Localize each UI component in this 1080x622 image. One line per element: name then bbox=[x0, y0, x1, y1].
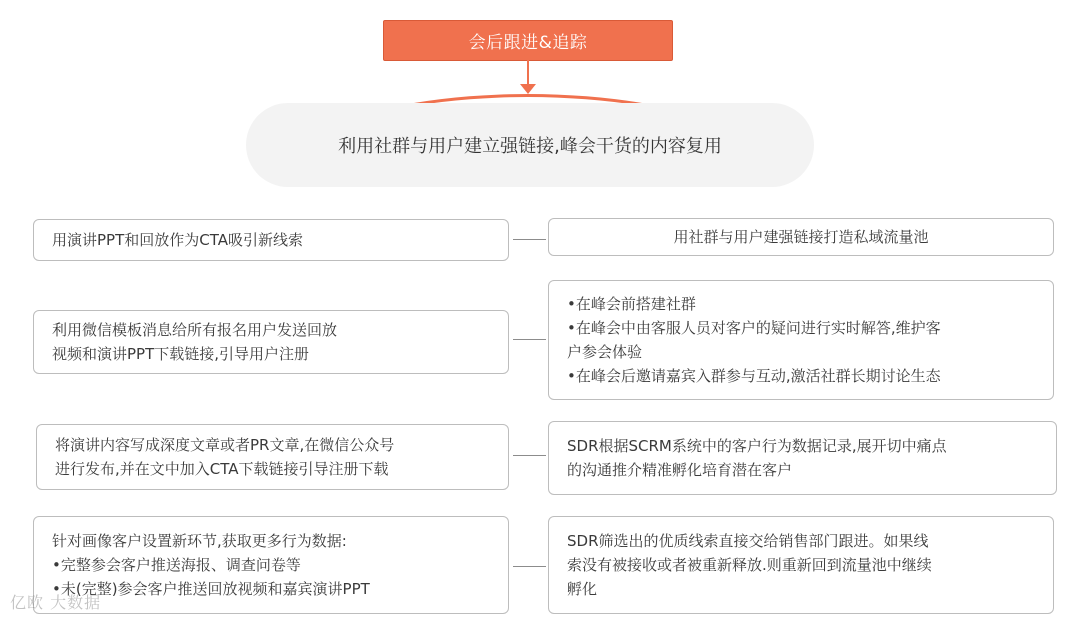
title-text: 会后跟进&追踪 bbox=[468, 33, 588, 53]
right-box-2-line-3: 户参会体验 bbox=[567, 343, 643, 361]
right-box-4-line-3: 孵化 bbox=[567, 580, 598, 598]
left-box-3-line-2: 进行发布,并在文中加入CTA下载链接引导注册下载 bbox=[55, 460, 389, 478]
right-box-2-line-1: •在峰会前搭建社群 bbox=[567, 295, 696, 313]
left-box-4-line-1: 针对画像客户设置新环节,获取更多行为数据: bbox=[52, 532, 347, 550]
connector-2 bbox=[513, 339, 546, 340]
left-box-1 bbox=[33, 219, 509, 261]
connector-3 bbox=[513, 455, 546, 456]
right-box-1 bbox=[548, 218, 1054, 256]
watermark: 亿欧 大数据 bbox=[10, 593, 102, 612]
left-box-4-line-2: •完整参会客户推送海报、调查问卷等 bbox=[52, 556, 301, 574]
right-box-4 bbox=[548, 516, 1054, 614]
connector-1 bbox=[513, 239, 546, 240]
left-box-3 bbox=[36, 424, 509, 490]
right-box-2-line-2: •在峰会中由客服人员对客户的疑问进行实时解答,维护客 bbox=[567, 319, 941, 337]
right-box-3-line-1: SDR根据SCRM系统中的客户行为数据记录,展开切中痛点 bbox=[567, 437, 947, 455]
left-box-3-line-1: 将演讲内容写成深度文章或者PR文章,在微信公众号 bbox=[55, 436, 395, 454]
right-box-4-line-2: 索没有被接收或者被重新释放.则重新回到流量池中继续 bbox=[567, 556, 932, 574]
right-box-2-line-4: •在峰会后邀请嘉宾入群参与互动,激活社群长期讨论生态 bbox=[567, 367, 941, 385]
left-box-4 bbox=[33, 516, 509, 614]
left-box-4-line-3: •未(完整)参会客户推送回放视频和嘉宾演讲PPT bbox=[52, 580, 370, 598]
left-box-2 bbox=[33, 310, 509, 374]
left-box-1-line-1: 用演讲PPT和回放作为CTA吸引新线索 bbox=[52, 231, 303, 249]
left-box-2-line-2: 视频和演讲PPT下载链接,引导用户注册 bbox=[52, 345, 310, 363]
subtitle-box bbox=[246, 103, 814, 187]
right-box-3 bbox=[548, 421, 1057, 495]
right-box-3-line-2: 的沟通推介精准孵化培育潜在客户 bbox=[567, 461, 793, 479]
right-box-4-line-1: SDR筛选出的优质线索直接交给销售部门跟进。如果线 bbox=[567, 532, 929, 550]
left-box-2-line-1: 利用微信模板消息给所有报名用户发送回放 bbox=[52, 321, 338, 339]
right-box-1-line-1: 用社群与用户建强链接打造私域流量池 bbox=[673, 228, 929, 246]
down-arrow-icon bbox=[520, 84, 536, 94]
subtitle-text: 利用社群与用户建立强链接,峰会干货的内容复用 bbox=[338, 136, 722, 157]
connector-4 bbox=[513, 566, 546, 567]
title-box bbox=[383, 20, 673, 61]
right-box-2 bbox=[548, 280, 1054, 400]
